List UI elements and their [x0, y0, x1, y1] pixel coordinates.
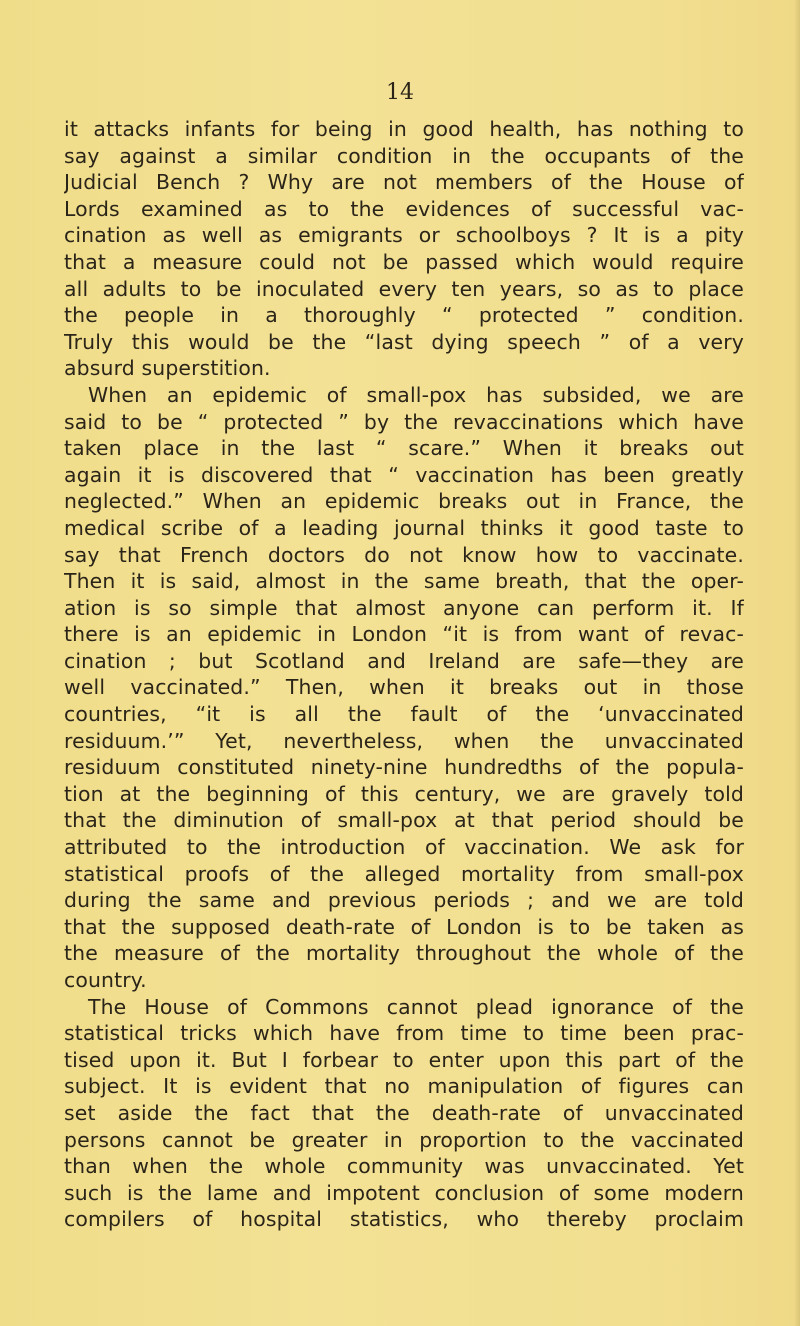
text-line: that the supposed death-rate of London is to be taken as	[64, 914, 744, 939]
text-line: said to be “ protected ” by the revaccinations which have	[64, 409, 744, 434]
page-number: 14	[386, 80, 414, 105]
text-line: tised upon it. But I forbear to enter upon this part of the	[64, 1047, 744, 1072]
page-edge-shadow	[794, 0, 800, 1326]
text-line: When an epidemic of small-pox has subsided, we are	[88, 382, 744, 407]
text-line: residuum constituted ninety-nine hundredths of the popula-	[64, 755, 744, 780]
text-line: the measure of the mortality throughout the whole of the	[64, 941, 744, 966]
text-line: statistical tricks which have from time to time been prac-	[64, 1021, 744, 1046]
text-line: Judicial Bench ? Why are not members of the House of	[64, 170, 744, 195]
text-line: ation is so simple that almost anyone can perform it. If	[64, 595, 744, 620]
text-line: say against a similar condition in the occupants of the	[64, 143, 744, 168]
text-line: persons cannot be greater in proportion to the vaccinated	[64, 1127, 744, 1152]
text-line: there is an epidemic in London “it is from want of revac-	[64, 622, 744, 647]
text-line: again it is discovered that “ vaccination has been greatly	[64, 462, 744, 487]
text-line: subject. It is evident that no manipulation of figures can	[64, 1074, 744, 1099]
text-line: cination ; but Scotland and Ireland are safe—they are	[64, 648, 744, 673]
text-line: countries, “it is all the fault of the ‘unvaccinated	[64, 702, 744, 727]
text-line: it attacks infants for being in good health, has nothing to	[64, 117, 744, 141]
text-line: say that French doctors do not know how to vaccinate.	[64, 542, 744, 567]
page-body-text	[64, 116, 744, 1233]
text-line: medical scribe of a leading journal thinks it good taste to	[64, 515, 744, 540]
text-line: tion at the beginning of this century, we are gravely told	[64, 781, 744, 806]
text-line: during the same and previous periods ; and we are told	[64, 888, 744, 913]
text-line: such is the lame and impotent conclusion of some modern	[64, 1180, 744, 1205]
text-line: attributed to the introduction of vaccination. We ask for	[64, 835, 744, 860]
text-line: all adults to be inoculated every ten years, so as to place	[64, 276, 744, 301]
text-line: than when the whole community was unvaccinated. Yet	[64, 1154, 744, 1179]
text-line: taken place in the last “ scare.” When it breaks out	[64, 436, 744, 461]
text-line: well vaccinated.” Then, when it breaks out in those	[64, 675, 744, 700]
text-line: compilers of hospital statistics, who thereby proclaim	[64, 1207, 744, 1232]
text-line: that a measure could not be passed which would require	[64, 249, 744, 274]
text-line: set aside the fact that the death-rate of unvaccinated	[64, 1100, 744, 1125]
text-line: country.	[64, 968, 147, 992]
text-line: that the diminution of small-pox at that period should be	[64, 808, 744, 833]
text-line: the people in a thoroughly “ protected ” condition.	[64, 303, 744, 328]
text-line: absurd superstition.	[64, 356, 271, 381]
text-line: statistical proofs of the alleged mortality from small-pox	[64, 861, 744, 886]
text-line: Lords examined as to the evidences of successful vac-	[64, 196, 744, 221]
text-line: residuum.’” Yet, nevertheless, when the unvaccinated	[64, 728, 744, 753]
text-line: Truly this would be the “last dying speech ” of a very	[64, 329, 744, 354]
text-line: The House of Commons cannot plead ignorance of the	[88, 994, 744, 1019]
text-line: cination as well as emigrants or schoolboys ? It is a pity	[64, 223, 744, 248]
text-line: neglected.” When an epidemic breaks out in France, the	[64, 489, 744, 514]
text-line: Then it is said, almost in the same breath, that the oper-	[64, 569, 744, 594]
